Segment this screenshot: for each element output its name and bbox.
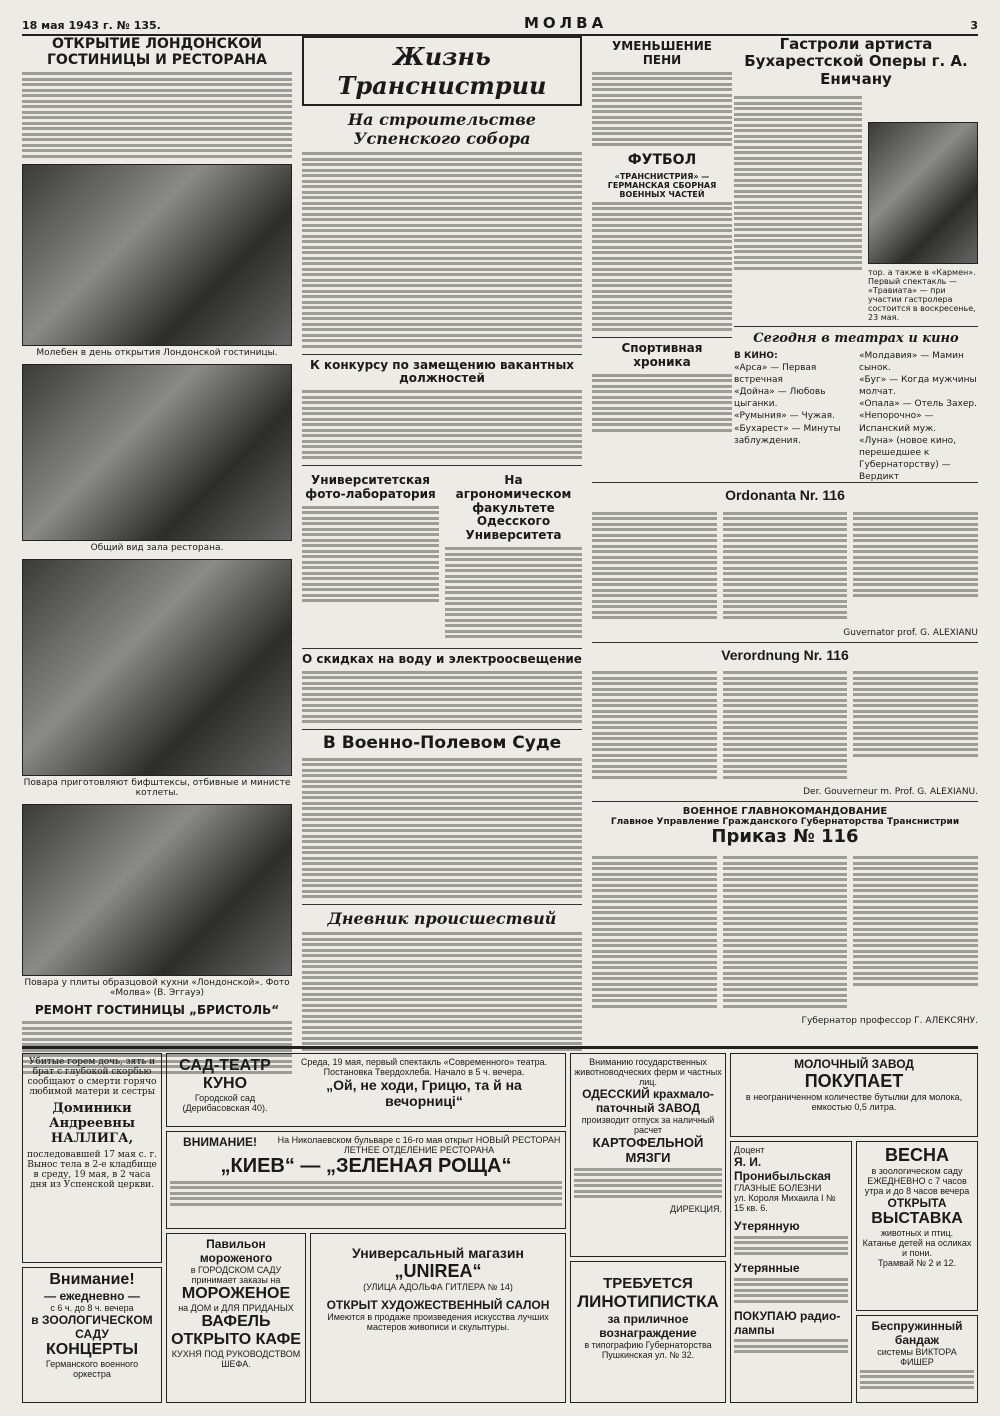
verordnung-signature: Der. Gouverneur m. Prof. G. ALEXIANU. — [803, 787, 978, 798]
prikaz-signature: Губернатор профессор Г. АЛЕКСЯНУ. — [801, 1016, 978, 1027]
photo-caption: Повара приготовляют бифштексы, отбивные и министе котлеты. — [23, 777, 291, 798]
ad-text: — ежедневно — — [44, 1289, 140, 1303]
ad-text: Убитые горем дочь, зять и брат с глубокой скорбью сообщают о смерти горячо любимой матери и сестры — [27, 1057, 157, 1097]
list-item: «Бухарест» — Минуты заблуждения. — [734, 423, 841, 446]
masthead — [22, 14, 978, 36]
prikaz-body — [592, 852, 978, 1017]
photo-caption: Молебен в день открытия Лондонской гостиницы. — [36, 347, 278, 358]
article-subtitle-football: «ТРАНСНИСТРИЯ» — ГЕРМАНСКАЯ СБОРНАЯ ВОЕННЫХ ЧАСТЕЙ — [607, 172, 717, 200]
verordnung-body — [592, 667, 978, 788]
ad-title: ОДЕССКИЙ крахмало-паточный ЗАВОД — [582, 1087, 714, 1115]
article-title-konkurs: К конкурсу по замещению вакантных должностей — [309, 357, 575, 386]
article-body — [592, 374, 732, 432]
divider — [592, 482, 978, 483]
divider — [302, 648, 582, 649]
ad-text: последовавшей 17 мая с. г. Вынос тела в 2-е кладбище в среду, 19 мая, в 2 часа дня из Успенской церкви. — [26, 1150, 158, 1190]
ad-text: ОТКРЫТО КАФЕ — [171, 1331, 301, 1348]
column-theatre — [734, 36, 978, 483]
list-item: «Буг» — Когда мужчины молчат. — [859, 375, 977, 398]
ad-name: „КИЕВ“ — „ЗЕЛЕНАЯ РОЩА“ — [220, 1155, 512, 1177]
list-item: «Луна» (новое кино, перешедшее к Губернаторству) — Вердикт — [859, 435, 957, 483]
ad-title: ТРЕБУЕТСЯ — [603, 1275, 693, 1292]
section-title-today: Сегодня в театрах и кино — [753, 330, 959, 346]
ordonanta-title: Ordonanta Nr. 116 — [725, 487, 845, 503]
ad-small — [730, 1141, 852, 1403]
ad-bandage — [856, 1315, 978, 1403]
ad-text: КУХНЯ ПОД РУКОВОДСТВОМ ШЕФА. — [171, 1349, 301, 1369]
ad-text: ул. Короля Михаила I № 15 кв. 6. — [734, 1193, 836, 1213]
article-title-gastroli: Гастроли артиста Бухарестской Оперы г. А. Еничану — [744, 35, 968, 88]
ad-text: Вниманию государственных животноводческих ферм и частных лиц. — [574, 1057, 722, 1087]
ad-text: животных и птиц. — [880, 1228, 954, 1238]
article-body — [22, 72, 292, 158]
ad-ice-cream — [166, 1233, 306, 1403]
ad-text: Германского военного оркестра — [45, 1359, 139, 1379]
photo-cooks — [22, 559, 292, 776]
article-body — [302, 932, 582, 1051]
article-title-photolab: Университетская фото-лаборатория — [305, 473, 436, 501]
photo-portrait — [868, 122, 978, 264]
article-title-cathedral: На строительстве Успенского собора — [348, 110, 536, 148]
ad-zoo-spring — [856, 1141, 978, 1311]
ad-text: в неограниченном количестве бутылки для молока, емкостью 0,5 литра. — [745, 1092, 963, 1112]
ad-title: ВЕСНА — [884, 1145, 949, 1165]
theatre-listings — [734, 350, 978, 484]
ad-milk-factory — [730, 1053, 978, 1137]
ad-zoo-concert — [22, 1267, 162, 1403]
column-london-hotel — [22, 36, 292, 1080]
list-item: «Дойна» — Любовь цыганки. — [734, 387, 826, 410]
ad-text: в типографию Губернаторства Пушкинская ул. № 32. — [584, 1340, 712, 1360]
list-item: «Румыния» — Чужая. — [734, 411, 835, 422]
ad-text: Утерянные — [734, 1261, 800, 1275]
article-body — [734, 94, 862, 316]
divider — [734, 326, 978, 327]
article-title-bristol: РЕМОНТ ГОСТИНИЦЫ „БРИСТОЛЬ“ — [34, 1002, 280, 1017]
ad-text: Доцент — [734, 1145, 765, 1155]
ad-text: в зоологическом саду ЕЖЕДНЕВНО с 7 часов утра и до 8 часов вечера — [864, 1166, 970, 1196]
prikaz-head1: ВОЕННОЕ ГЛАВНОКОМАНДОВАНИЕ — [682, 806, 888, 818]
divider — [302, 465, 582, 466]
divider — [592, 337, 732, 338]
article-title-london-hotel: ОТКРЫТИЕ ЛОНДОНСКОЙ ГОСТИНИЦЫ И РЕСТОРАНА — [47, 36, 267, 69]
ad-text: КАРТОФЕЛЬНОЙ МЯЗГИ — [592, 1135, 704, 1165]
article-body — [302, 506, 439, 603]
ad-text: Катанье детей на осликах и пони. — [862, 1238, 972, 1258]
divider — [302, 904, 582, 905]
ad-text: в ГОРОДСКОМ САДУ принимает заказы на — [190, 1265, 282, 1285]
article-title-peni: УМЕНЬШЕНИЕ ПЕНИ — [612, 39, 712, 67]
photo-restaurant-hall — [22, 364, 292, 541]
ad-text: производит отпуск за наличный расчет — [581, 1115, 715, 1135]
list-item: «Молдавия» — Мамин сынок. — [859, 350, 964, 373]
photo-moleben — [22, 164, 292, 346]
ad-name: Доминики Андреевны НАЛЛИГА, — [49, 1101, 135, 1146]
ad-text: ПОКУПАЮ радио-лампы — [734, 1308, 841, 1337]
page-number: 3 — [970, 19, 978, 32]
ad-obituary — [22, 1053, 162, 1263]
ad-kiev-restaurant — [166, 1131, 566, 1229]
article-title-diary: Дневник происшествий — [327, 909, 557, 929]
newspaper-name: МОЛВА — [524, 14, 608, 32]
ad-text: ОТКРЫТА — [887, 1196, 947, 1210]
article-title-court: В Военно-Полевом Суде — [322, 733, 562, 754]
divider — [302, 354, 582, 355]
gastroli-block — [734, 92, 978, 322]
photo-caption: тор. а также в «Кармен». Первый спектакль — «Травиата» — при участии гастролера состоится в воскресенье, 23 мая. — [868, 267, 976, 322]
article-body — [302, 152, 582, 348]
ad-title: Павильон мороженого — [199, 1237, 273, 1265]
ad-title: Внимание! — [49, 1271, 135, 1288]
ad-play: „Ой, не ходи, Грицю, та й на вечорниці“ — [326, 1077, 522, 1109]
ad-text: ОТКРЫТ ХУДОЖЕСТВЕННЫЙ САЛОН — [326, 1298, 550, 1312]
column-news — [592, 36, 732, 438]
ad-title: МОЛОЧНЫЙ ЗАВОД — [794, 1057, 914, 1071]
ad-text: Утерянную — [734, 1219, 800, 1233]
ad-title: ВНИМАНИЕ! — [183, 1135, 257, 1149]
ad-name: „UNIREA“ — [394, 1261, 482, 1281]
kino-list — [734, 350, 853, 484]
article-body — [592, 72, 732, 147]
ad-text: Имеются в продаже произведения искусства лучших мастеров живописи и скульптуры. — [327, 1312, 549, 1332]
ad-linotypist — [570, 1261, 726, 1403]
ad-kuno-theatre — [166, 1053, 566, 1127]
prikaz-title: Приказ № 116 — [711, 826, 859, 848]
photo-caption: Повара у плиты образцовой кухни «Лондонской». Фото «Молва» (В. Эггауэ) — [24, 977, 290, 998]
ad-text: ВАФЕЛЬ — [201, 1313, 271, 1330]
ad-text: Среда, 19 мая, первый спектакль «Современного» театра. Постановка Твердохлеба. Начало в 5 ч. вечера. — [300, 1057, 548, 1077]
ordonanta-body — [592, 507, 978, 628]
article-title-football: ФУТБОЛ — [627, 152, 697, 169]
two-articles — [302, 470, 582, 644]
section-banner: Жизнь Транснистрии — [302, 36, 582, 106]
article-body — [302, 390, 582, 459]
ad-text: На Николаевском бульваре с 16-го мая открыт НОВЫЙ РЕСТОРАН ЛЕТНЕЕ ОТДЕЛЕНИЕ РЕСТОРАНА — [277, 1135, 561, 1155]
divider — [592, 642, 978, 643]
ad-text: Городской сад (Дерибасовская 40). — [182, 1093, 268, 1113]
ad-text: системы ВИКТОРА ФИШЕР — [877, 1347, 957, 1367]
ad-text: ПОКУПАЕТ — [804, 1071, 904, 1091]
ad-text: с 6 ч. до 8 ч. вечера — [50, 1303, 134, 1313]
ad-text: ДИРЕКЦИЯ. — [670, 1204, 722, 1214]
column-transnistria-life — [302, 36, 582, 1057]
article-body — [302, 671, 582, 724]
list-item: «Арса» — Первая встречная — [734, 362, 817, 386]
article-body — [302, 758, 582, 899]
ads-section — [22, 1046, 978, 1405]
ad-text: ЛИНОТИПИСТКА — [577, 1292, 719, 1311]
ordonanta-block — [592, 478, 978, 1026]
kino-heading: В КИНО: — [734, 350, 778, 361]
list-item: «Непорочно» — Испанский муж. — [859, 411, 936, 434]
ad-unirea — [310, 1233, 566, 1403]
photo-caption: Общий вид зала ресторана. — [90, 542, 224, 553]
ad-text: ГЛАЗНЫЕ БОЛЕЗНИ — [734, 1183, 822, 1193]
ad-text: на ДОМ и ДЛЯ ПРИДАНЫХ — [178, 1303, 294, 1313]
list-item: «Опала» — Отель Захер. — [859, 399, 977, 410]
article-body — [445, 547, 582, 638]
ordonanta-signature: Guvernator prof. G. ALEXIANU — [843, 627, 978, 638]
article-title-skidki: О скидках на воду и электроосвещение — [302, 652, 582, 667]
ad-text: Трамвай № 2 и 12. — [877, 1258, 957, 1268]
ad-text: КОНЦЕРТЫ — [45, 1341, 139, 1358]
ad-text: в ЗООЛОГИЧЕСКОМ САДУ — [31, 1313, 153, 1341]
ad-title: Универсальный магазин — [352, 1245, 524, 1261]
theatre-list — [859, 350, 978, 484]
ad-title: САД-ТЕАТР КУНО — [179, 1057, 271, 1092]
ad-text: ВЫСТАВКА — [871, 1210, 963, 1227]
article-body — [592, 202, 732, 332]
article-title-agro: На агрономическом факультете Одесского Университета — [455, 473, 572, 543]
article-title-sport: Спортивная хроника — [621, 341, 703, 369]
ad-title: Беспружинный бандаж — [871, 1319, 963, 1347]
divider — [592, 801, 978, 802]
ad-text: (УЛИЦА АДОЛЬФА ГИТЛЕРА № 14) — [363, 1282, 513, 1292]
verordnung-title: Verordnung Nr. 116 — [721, 646, 849, 663]
issue-date: 18 мая 1943 г. № 135. — [22, 19, 161, 32]
prikaz-head2: Главное Управление Гражданского Губернаторства Транснистрии — [610, 817, 960, 828]
ad-text: за приличное вознаграждение — [599, 1312, 697, 1340]
ad-title: Я. И. Пронибыльская — [734, 1155, 831, 1183]
divider — [302, 729, 582, 730]
ad-starch-factory — [570, 1053, 726, 1257]
photo-kitchen — [22, 804, 292, 976]
ad-text: МОРОЖЕНОЕ — [181, 1285, 291, 1302]
